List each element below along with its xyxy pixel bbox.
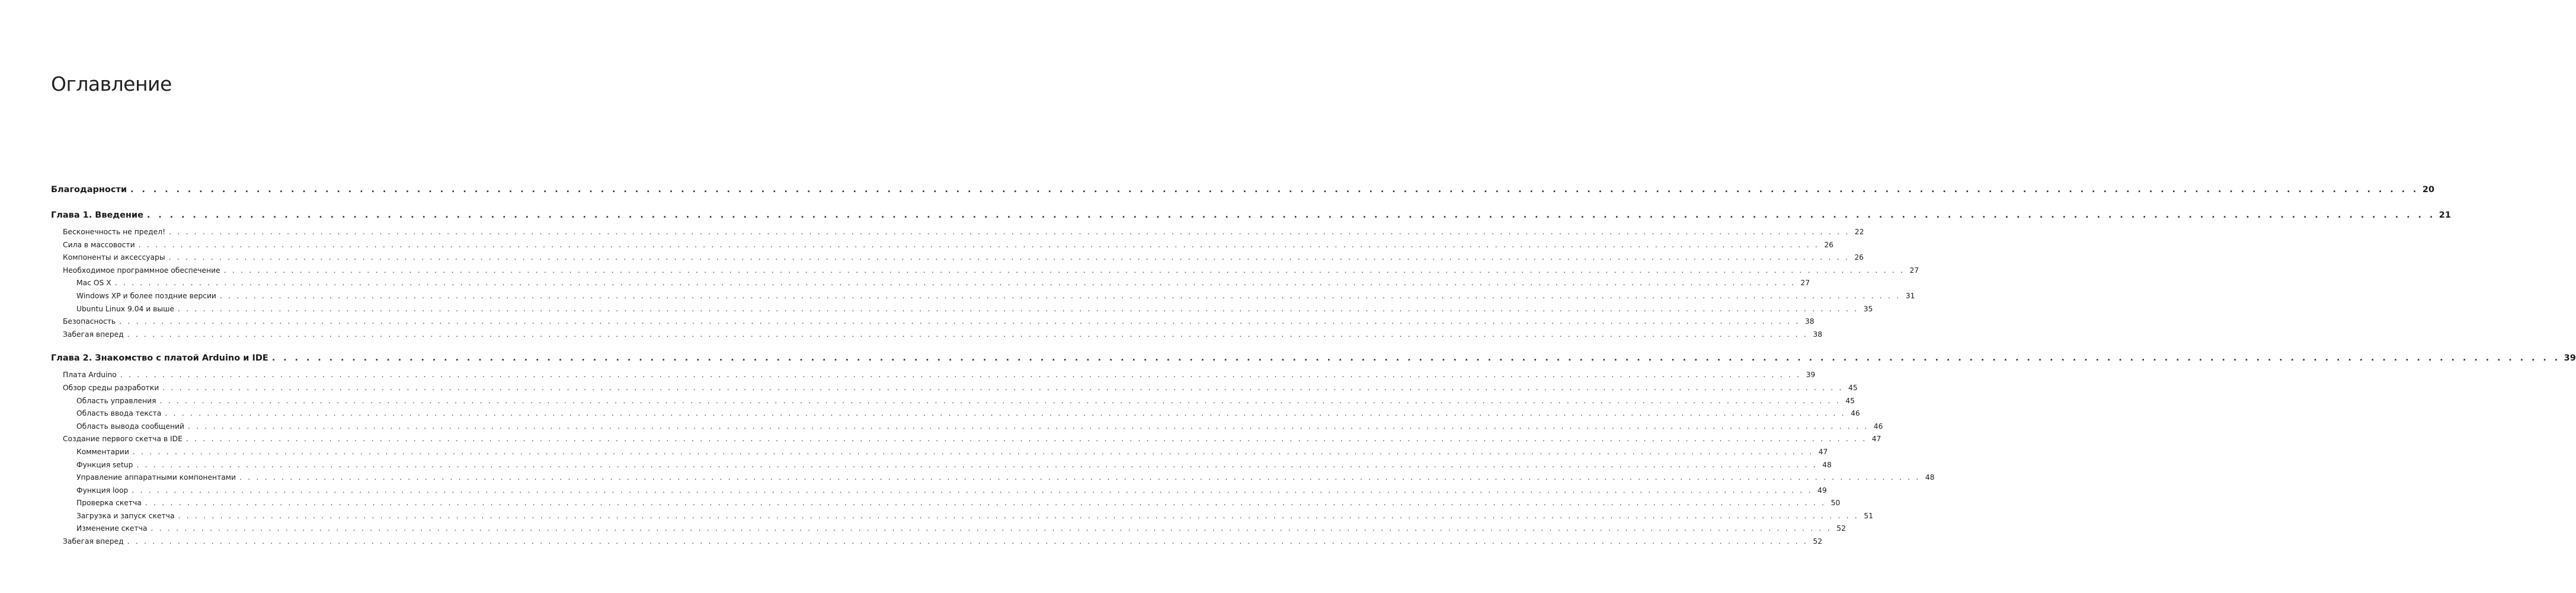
toc-section-entry — [51, 315, 1815, 329]
toc-entry-page-number: 51 — [1864, 511, 1873, 520]
toc-entry-label: Функция setup — [76, 459, 136, 472]
dot-leader: . . . . . . . . . . . . . . . . . . . . . . . . . . . . . . . . . . . . . . . . . . . . . . . . . . . . . . . . . . . . . . . . . . . . . . . . . . . . . . . . . . . . . . . . . . . . . . . . . . . . . . . . . . . . . . . . . . . . . . . . . . . . . . . . . . . . . . . . . . . . . . . . . . . . . . . . . . . . . . . . . . . . . . . . . . . . . . . . . . . . . . . . . . . . . . . . . . . . . . . . — [136, 460, 1817, 469]
toc-entry-page-number: 26 — [1824, 240, 1834, 249]
dot-leader: . . . . . . . . . . . . . . . . . . . . . . . . . . . . . . . . . . . . . . . . . . . . . . . . . . . . . . . . . . . . . . . . . . . . . . . . . . . . . . . . . . . . . . . . . . . . . . . . . . . . . . . . . . . . . . . . . . . . . . . . . . . . . . . . . . . . . . . . . . . . . . . . . . . . . . . . . . . . . . . . . . . . . . . . . . . . . . . . . . . . . . . . . . . . . . . . . . . . . . . . — [185, 435, 1867, 444]
toc-subsection-entry — [51, 471, 1935, 484]
dot-leader: . . . . . . . . . . . . . . . . . . . . . . . . . . . . . . . . . . . . . . . . . . . . . . . . . . . . . . . . . . . . . . . . . . . . . . . . . . . . . . . . . . . . . . . . . . . . . . . . . . . . . . . . . . . . . . . . . . . . . . . . . . . . . . . . . . . . . . . . . . . . . . . . . . . . . . . . . . . . . . . . . . . . . . . . . . . . . . . . . . . . . . . . . . . . . . . . . . . . . . . . — [132, 486, 1813, 495]
toc-entry-page-number: 52 — [1836, 524, 1846, 533]
toc-chapter-entry — [51, 207, 2451, 224]
dot-leader: . . . . . . . . . . . . . . . . . . . . . . . . . . . . . . . . . . . . . . . . . . . . . . . . . . . . . . . . . . . . . . . . . . . . . . . . . . . . . . . . . . . . . . . . . . . . . . . . . . . . . . . . . . . . . . . . . . . . . . . . . . . . . . . . . . . . . . . . . . . . . . . . . . . . . . . . . . . . . . . . . . . . . . . . . . . . . . . . . . . . . . . . . . . . . . . . . . . . . . . . — [132, 447, 1814, 456]
chapter-spacer — [51, 341, 381, 350]
toc-entry-page-number: 26 — [1854, 253, 1864, 262]
toc-entry-label: Функция loop — [76, 484, 132, 498]
dot-leader: . . . . . . . . . . . . . . . . . . . . . . . . . . . . . . . . . . . . . . . . . . . . . . . . . . . . . . . . . . . . . . . . . . . . . . . . . . . . . . . . . . . . . . . . . . . . . . . . . . . . . . . . . . . . . . . . . . . . . . . . . . . . . . . . . . . . . . . . . . . . . . . . . . . . . . . . . . . . . . . . . . . . . . . . . . . . . . . . . . . . . . . . . . . . . . . . . . . . . . . . — [165, 409, 1846, 418]
toc-entry-label: Глава 2. Знакомство с платой Arduino и IDE — [51, 350, 272, 366]
toc-entry-label: Безопасность — [63, 315, 119, 329]
toc-section-entry — [51, 251, 1864, 264]
toc-subsection-entry — [51, 446, 1828, 459]
toc-section-entry — [51, 239, 1834, 252]
toc-entry-page-number: 20 — [2422, 185, 2435, 195]
toc-entry-page-number: 27 — [1909, 266, 1919, 275]
dot-leader: . . . . . . . . . . . . . . . . . . . . . . . . . . . . . . . . . . . . . . . . . . . . . . . . . . . . . . . . . . . . . . . . . . . . . . . . . . . . . . . . . . . . . . . . . . . . . . . . . . . . . . . . . . . . . . . . . . . . . . . . . . . . . . . . . . . . . . . . . . . . . . . . . . . . . . . . . . . . . . . . . . . . . . . . . . . . . . . . . . . . . . . . . . . . . . . . . . . . . . . . — [187, 422, 1869, 431]
toc-entry-label: Сила в массовости — [63, 239, 139, 252]
toc-entry-page-number: 47 — [1871, 435, 1881, 444]
toc-entry-page-number: 35 — [1863, 304, 1873, 313]
toc-entry-page-number: 22 — [1854, 228, 1864, 236]
toc-section-entry — [51, 329, 1823, 342]
toc-entry-page-number: 52 — [1813, 537, 1823, 546]
toc-section-entry — [51, 369, 1816, 382]
toc-section-entry — [51, 382, 1858, 395]
toc-subsection-entry — [51, 277, 1810, 290]
toc-subsection-entry — [51, 395, 1855, 408]
dot-leader: . . . . . . . . . . . . . . . . . . . . . . . . . . . . . . . . . . . . . . . . . . . . . . . . . . . . . . . . . . . . . . . . . . . . . . . . . . . . . . . . . . . . . . . . . . . . . . . . . . . . . . . . . . . . . . . . . . . . . . . . . . . . . . . . . . . . . . . . . . . . . . . . . . . . . . . . . . . . . . . . . . . . . . . . . . . . . . . . . . . . . . . . . . . . . . . . . . . . . . . . — [114, 279, 1796, 288]
toc-subsection-entry — [51, 484, 1827, 498]
toc-entry-page-number: 50 — [1831, 499, 1841, 508]
toc-entry-label: Управление аппаратными компонентами — [76, 471, 239, 484]
toc-entry-label: Область ввода текста — [76, 407, 165, 420]
dot-leader: . . . . . . . . . . . . . . . . . . . . . . . . . . . . . . . . . . . . . . . . . . . . . . . . . . . . . . . . . . . . . . . . . . . . . . . . . . . . . . . . . . . . . . . . . . . . . . . . . . . . . . . . . . . . . . . . . . . . . . . . . . . . . . . . . . . . . . . . . . . . . . . . . . . . . . . . . . . . . . . . . . . . . . . . . . . . . . . . . . . . . . . . . . . . . . . . . . . . . . . . — [271, 353, 2561, 364]
toc-subsection-entry — [51, 420, 1883, 433]
dot-leader: . . . . . . . . . . . . . . . . . . . . . . . . . . . . . . . . . . . . . . . . . . . . . . . . . . . . . . . . . . . . . . . . . . . . . . . . . . . . . . . . . . . . . . . . . . . . . . . . . . . . . . . . . . . . . . . . . . . . . . . . . . . . . . . . . . . . . . . . . . . . . . . . . . . . . . . . . . . . . . . . . . . . . . . . . . . . . . . . . . . . . . . . . . . . . . . . . . . . . . . . — [159, 396, 1841, 405]
toc-entry-label: Загрузка и запуск скетча — [76, 510, 178, 523]
toc-section-entry — [51, 226, 1864, 239]
dot-leader: . . . . . . . . . . . . . . . . . . . . . . . . . . . . . . . . . . . . . . . . . . . . . . . . . . . . . . . . . . . . . . . . . . . . . . . . . . . . . . . . . . . . . . . . . . . . . . . . . . . . . . . . . . . . . . . . . . . . . . . . . . . . . . . . . . . . . . . . . . . . . . . . . . . . . . . . . . . . . . . . . . . . . . . . . . . . . . . . . . . . . . . . . . . . . . . . . . . . . . . . — [146, 211, 2436, 220]
toc-entry-page-number: 27 — [1800, 279, 1810, 288]
toc-entry-page-number: 38 — [1804, 317, 1815, 326]
toc-entry-page-number: 45 — [1845, 396, 1855, 405]
toc-entry-page-number: 38 — [1813, 330, 1823, 339]
toc-entry-label: Компоненты и аксессуары — [63, 251, 169, 264]
toc-chapter-entry — [51, 350, 2576, 366]
dot-leader: . . . . . . . . . . . . . . . . . . . . . . . . . . . . . . . . . . . . . . . . . . . . . . . . . . . . . . . . . . . . . . . . . . . . . . . . . . . . . . . . . . . . . . . . . . . . . . . . . . . . . . . . . . . . . . . . . . . . . . . . . . . . . . . . . . . . . . . . . . . . . . . . . . . . . . . . . . . . . . . . . . . . . . . . . . . . . . . . . . . . . . . . . . . . . . . . . . . . . . . . — [119, 317, 1800, 326]
dot-leader: . . . . . . . . . . . . . . . . . . . . . . . . . . . . . . . . . . . . . . . . . . . . . . . . . . . . . . . . . . . . . . . . . . . . . . . . . . . . . . . . . . . . . . . . . . . . . . . . . . . . . . . . . . . . . . . . . . . . . . . . . . . . . . . . . . . . . . . . . . . . . . . . . . . . . . . . . . . . . . . . . . . . . . . . . . . . . . . . . . . . . . . . . . . . . . . . . . . . . . . . — [145, 499, 1826, 508]
toc-section-entry — [51, 264, 1919, 278]
chapter-spacer — [51, 198, 381, 207]
dot-leader: . . . . . . . . . . . . . . . . . . . . . . . . . . . . . . . . . . . . . . . . . . . . . . . . . . . . . . . . . . . . . . . . . . . . . . . . . . . . . . . . . . . . . . . . . . . . . . . . . . . . . . . . . . . . . . . . . . . . . . . . . . . . . . . . . . . . . . . . . . . . . . . . . . . . . . . . . . . . . . . . . . . . . . . . . . . . . . . . . . . . . . . . . . . . . . . . . . . . . . . . — [219, 291, 1901, 300]
dot-leader: . . . . . . . . . . . . . . . . . . . . . . . . . . . . . . . . . . . . . . . . . . . . . . . . . . . . . . . . . . . . . . . . . . . . . . . . . . . . . . . . . . . . . . . . . . . . . . . . . . . . . . . . . . . . . . . . . . . . . . . . . . . . . . . . . . . . . . . . . . . . . . . . . . . . . . . . . . . . . . . . . . . . . . . . . . . . . . . . . . . . . . . . . . . . . . . . . . . . . . . . — [162, 383, 1844, 392]
toc-entry-page-number: 39 — [1806, 371, 1816, 380]
toc-entry-label: Бесконечность не предел! — [63, 226, 169, 239]
toc-entry-label: Проверка скетча — [76, 497, 145, 510]
toc-section-entry — [51, 433, 1881, 446]
dot-leader: . . . . . . . . . . . . . . . . . . . . . . . . . . . . . . . . . . . . . . . . . . . . . . . . . . . . . . . . . . . . . . . . . . . . . . . . . . . . . . . . . . . . . . . . . . . . . . . . . . . . . . . . . . . . . . . . . . . . . . . . . . . . . . . . . . . . . . . . . . . . . . . . . . . . . . . . . . . . . . . . . . . . . . . . . . . . . . . . . . . . . . . . . . . . . . . . . . . . . . . . — [223, 266, 1905, 275]
toc-entry-page-number: 46 — [1851, 409, 1860, 418]
dot-leader: . . . . . . . . . . . . . . . . . . . . . . . . . . . . . . . . . . . . . . . . . . . . . . . . . . . . . . . . . . . . . . . . . . . . . . . . . . . . . . . . . . . . . . . . . . . . . . . . . . . . . . . . . . . . . . . . . . . . . . . . . . . . . . . . . . . . . . . . . . . . . . . . . . . . . . . . . . . . . . . . . . . . . . . . . . . . . . . . . . . . . . . . . . . . . . . . . . . . . . . . — [120, 371, 1801, 380]
toc-entry-page-number: 46 — [1873, 422, 1883, 431]
toc-entry-label: Область управления — [76, 395, 160, 408]
toc-subsection-entry — [51, 459, 1832, 472]
toc-entry-page-number: 48 — [1925, 473, 1935, 482]
toc-entry-label: Забегая вперед — [63, 535, 127, 549]
toc-entry-page-number: 47 — [1818, 447, 1828, 456]
table-of-contents — [51, 181, 2576, 549]
toc-entry-label: Ubuntu Linux 9.04 и выше — [76, 303, 178, 316]
toc-subsection-entry — [51, 407, 1860, 420]
dot-leader: . . . . . . . . . . . . . . . . . . . . . . . . . . . . . . . . . . . . . . . . . . . . . . . . . . . . . . . . . . . . . . . . . . . . . . . . . . . . . . . . . . . . . . . . . . . . . . . . . . . . . . . . . . . . . . . . . . . . . . . . . . . . . . . . . . . . . . . . . . . . . . . . . . . . . . . . . . . . . . . . . . . . . . . . . . . . . . . . . . . . . . . . . . . . . . . . . . . . . . . . — [239, 473, 1921, 482]
dot-leader: . . . . . . . . . . . . . . . . . . . . . . . . . . . . . . . . . . . . . . . . . . . . . . . . . . . . . . . . . . . . . . . . . . . . . . . . . . . . . . . . . . . . . . . . . . . . . . . . . . . . . . . . . . . . . . . . . . . . . . . . . . . . . . . . . . . . . . . . . . . . . . . . . . . . . . . . . . . . . . . . . . . . . . . . . . . . . . . . . . . . . . . . . . . . . . . . . . . . . . . . — [169, 228, 1850, 236]
toc-entry-page-number: 49 — [1817, 486, 1827, 495]
toc-entry-page-number: 48 — [1822, 460, 1832, 469]
toc-entry-label: Изменение скетча — [76, 522, 151, 535]
toc-subsection-entry — [51, 497, 1841, 510]
toc-entry-label: Обзор среды разработки — [63, 382, 162, 395]
toc-section-entry — [51, 535, 1823, 549]
toc-entry-page-number: 45 — [1848, 383, 1858, 392]
toc-subsection-entry — [51, 510, 1873, 523]
dot-leader: . . . . . . . . . . . . . . . . . . . . . . . . . . . . . . . . . . . . . . . . . . . . . . . . . . . . . . . . . . . . . . . . . . . . . . . . . . . . . . . . . . . . . . . . . . . . . . . . . . . . . . . . . . . . . . . . . . . . . . . . . . . . . . . . . . . . . . . . . . . . . . . . . . . . . . . . . . . . . . . . . . . . . . . . . . . . . . . . . . . . . . . . . . . . . . . . . . . . . . . . — [168, 253, 1849, 262]
toc-entry-label: Благодарности — [51, 181, 130, 198]
toc-entry-label: Забегая вперед — [63, 329, 127, 342]
toc-entry-label: Глава 1. Введение — [51, 207, 147, 224]
toc-entry-label: Создание первого скетча в IDE — [63, 433, 186, 446]
toc-entry-label: Windows XP и более поздние версии — [76, 290, 220, 303]
toc-subsection-entry — [51, 522, 1846, 535]
dot-leader: . . . . . . . . . . . . . . . . . . . . . . . . . . . . . . . . . . . . . . . . . . . . . . . . . . . . . . . . . . . . . . . . . . . . . . . . . . . . . . . . . . . . . . . . . . . . . . . . . . . . . . . . . . . . . . . . . . . . . . . . . . . . . . . . . . . . . . . . . . . . . . . . . . . . . . . . . . . . . . . . . . . . . . . . . . . . . . . . . . . . . . . . . . . . . . . . . . . . . . . . — [127, 330, 1809, 339]
toc-entry-page-number: 21 — [2439, 211, 2451, 220]
toc-entry-page-number: 31 — [1905, 291, 1915, 300]
toc-entry-label: Необходимое программное обеспечение — [63, 264, 224, 278]
page-title: Оглавление — [51, 72, 172, 96]
dot-leader: . . . . . . . . . . . . . . . . . . . . . . . . . . . . . . . . . . . . . . . . . . . . . . . . . . . . . . . . . . . . . . . . . . . . . . . . . . . . . . . . . . . . . . . . . . . . . . . . . . . . . . . . . . . . . . . . . . . . . . . . . . . . . . . . . . . . . . . . . . . . . . . . . . . . . . . . . . . . . . . . . . . . . . . . . . . . . . . . . . . . . . . . . . . . . . . . . . . . . . . . — [130, 185, 2419, 195]
dot-leader: . . . . . . . . . . . . . . . . . . . . . . . . . . . . . . . . . . . . . . . . . . . . . . . . . . . . . . . . . . . . . . . . . . . . . . . . . . . . . . . . . . . . . . . . . . . . . . . . . . . . . . . . . . . . . . . . . . . . . . . . . . . . . . . . . . . . . . . . . . . . . . . . . . . . . . . . . . . . . . . . . . . . . . . . . . . . . . . . . . . . . . . . . . . . . . . . . . . . . . . . — [177, 304, 1859, 313]
dot-leader: . . . . . . . . . . . . . . . . . . . . . . . . . . . . . . . . . . . . . . . . . . . . . . . . . . . . . . . . . . . . . . . . . . . . . . . . . . . . . . . . . . . . . . . . . . . . . . . . . . . . . . . . . . . . . . . . . . . . . . . . . . . . . . . . . . . . . . . . . . . . . . . . . . . . . . . . . . . . . . . . . . . . . . . . . . . . . . . . . . . . . . . . . . . . . . . . . . . . . . . . — [127, 537, 1809, 546]
dot-leader: . . . . . . . . . . . . . . . . . . . . . . . . . . . . . . . . . . . . . . . . . . . . . . . . . . . . . . . . . . . . . . . . . . . . . . . . . . . . . . . . . . . . . . . . . . . . . . . . . . . . . . . . . . . . . . . . . . . . . . . . . . . . . . . . . . . . . . . . . . . . . . . . . . . . . . . . . . . . . . . . . . . . . . . . . . . . . . . . . . . . . . . . . . . . . . . . . . . . . . . . — [138, 240, 1820, 249]
toc-entry-label: Комментарии — [76, 446, 133, 459]
toc-entry-label: Плата Arduino — [63, 369, 120, 382]
dot-leader: . . . . . . . . . . . . . . . . . . . . . . . . . . . . . . . . . . . . . . . . . . . . . . . . . . . . . . . . . . . . . . . . . . . . . . . . . . . . . . . . . . . . . . . . . . . . . . . . . . . . . . . . . . . . . . . . . . . . . . . . . . . . . . . . . . . . . . . . . . . . . . . . . . . . . . . . . . . . . . . . . . . . . . . . . . . . . . . . . . . . . . . . . . . . . . . . . . . . . . . . — [151, 524, 1832, 533]
toc-subsection-entry — [51, 290, 1915, 303]
toc-chapter-entry — [51, 181, 2435, 198]
toc-entry-page-number: 39 — [2564, 353, 2576, 364]
toc-entry-label: Mac OS X — [76, 277, 115, 290]
toc-entry-label: Область вывода сообщений — [76, 420, 188, 433]
dot-leader: . . . . . . . . . . . . . . . . . . . . . . . . . . . . . . . . . . . . . . . . . . . . . . . . . . . . . . . . . . . . . . . . . . . . . . . . . . . . . . . . . . . . . . . . . . . . . . . . . . . . . . . . . . . . . . . . . . . . . . . . . . . . . . . . . . . . . . . . . . . . . . . . . . . . . . . . . . . . . . . . . . . . . . . . . . . . . . . . . . . . . . . . . . . . . . . . . . . . . . . . — [178, 511, 1859, 520]
toc-subsection-entry — [51, 303, 1873, 316]
